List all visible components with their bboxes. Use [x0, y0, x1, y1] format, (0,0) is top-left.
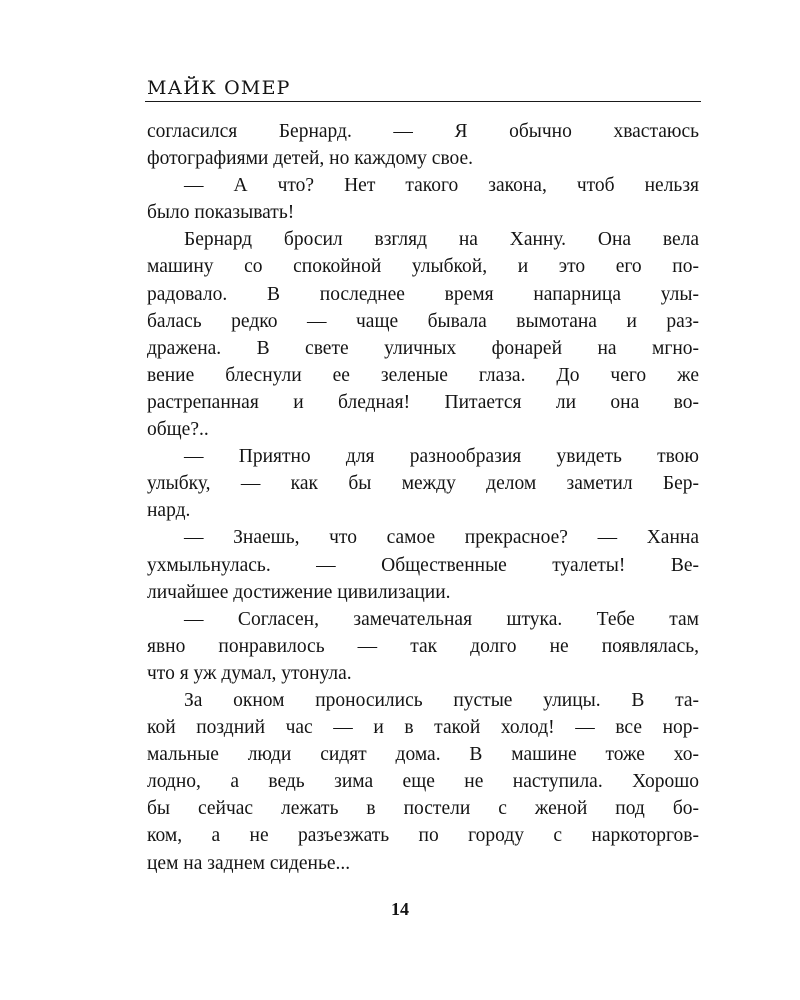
text-line: бы сейчас лежать в постели с женой под бо-: [147, 798, 699, 820]
header-rule: [145, 101, 701, 102]
paragraph: [147, 687, 699, 877]
text-line: фотографиями детей, но каждому свое.: [147, 148, 474, 170]
page-number: 14: [391, 899, 409, 919]
text-line: растрепанная и бледная! Питается ли она во-: [147, 391, 699, 413]
text-line: цем на заднем сиденье...: [147, 852, 351, 874]
paragraph: [147, 172, 699, 226]
text-line: радовало. В последнее время напарница улы-: [147, 283, 699, 305]
text-line: обще?..: [147, 419, 209, 441]
text-line: дражена. В свете уличных фонарей на мгно-: [147, 337, 699, 359]
paragraph: [147, 606, 699, 687]
text-line: балась редко — чаще бывала вымотана и раз-: [147, 310, 699, 332]
paragraph: [147, 226, 699, 443]
paragraph: [147, 443, 699, 524]
text-line: вение блеснули ее зеленые глаза. До чего же: [147, 364, 699, 386]
text-line: — Согласен, замечательная штука. Тебе там: [184, 608, 699, 630]
text-line: За окном проносились пустые улицы. В та-: [184, 689, 699, 711]
text-line: личайшее достижение цивилизации.: [147, 581, 451, 603]
text-line: было показывать!: [147, 202, 295, 224]
text-line: согласился Бернард. — Я обычно хвастаюсь: [147, 121, 699, 142]
text-line: ухмыльнулась. — Общественные туалеты! Ве-: [147, 554, 699, 576]
text-block: [147, 118, 699, 877]
text-line: кой поздний час — и в такой холод! — все нор-: [147, 717, 699, 739]
text-line: — Приятно для разнообразия увидеть твою: [184, 446, 699, 468]
text-line: машину со спокойной улыбкой, и это его по-: [147, 256, 699, 278]
text-line: лодно, а ведь зима еще не наступила. Хорошо: [147, 771, 699, 793]
text-line: — Знаешь, что самое прекрасное? — Ханна: [184, 527, 699, 549]
text-line: — А что? Нет такого закона, чтоб нельзя: [184, 175, 699, 197]
running-head: МАЙК ОМЕР: [147, 77, 291, 99]
text-line: мальные люди сидят дома. В машине тоже хо-: [147, 744, 699, 766]
text-line: явно понравилось — так долго не появлялась,: [147, 635, 699, 657]
text-line: Бернард бросил взгляд на Ханну. Она вела: [184, 229, 699, 251]
text-line: нард.: [147, 500, 191, 522]
paragraph: [147, 118, 699, 172]
paragraph: [147, 524, 699, 605]
text-line: что я уж думал, утонула.: [147, 662, 352, 684]
text-line: ком, а не разъезжать по городу с наркоторгов-: [147, 825, 699, 847]
text-line: улыбку, — как бы между делом заметил Бер-: [147, 473, 699, 495]
